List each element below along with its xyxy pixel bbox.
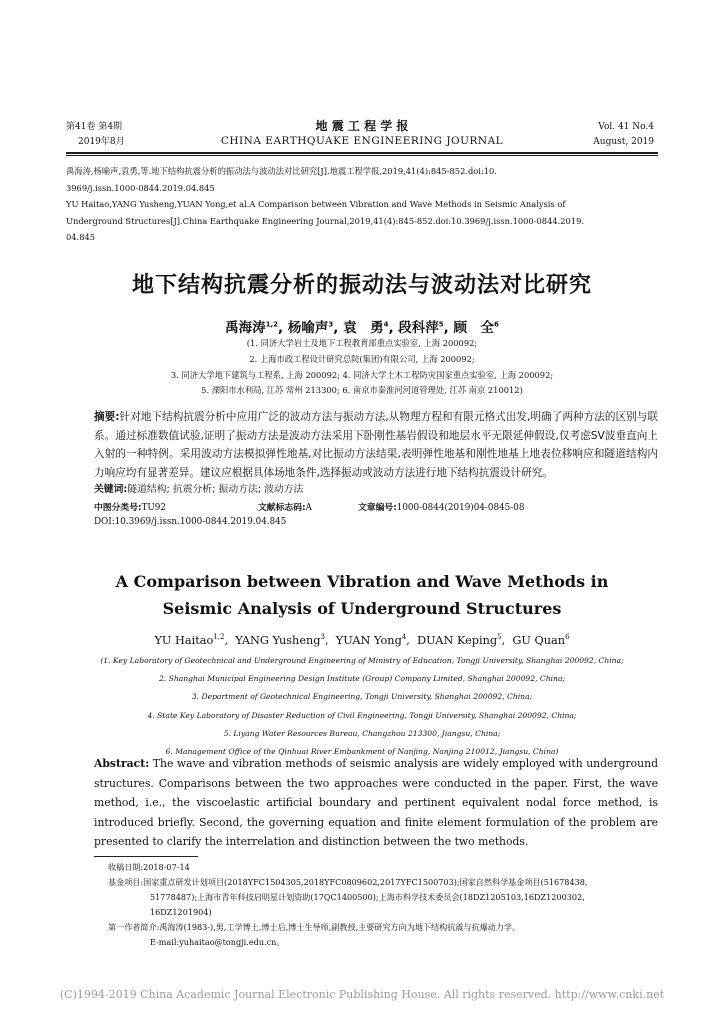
citation-en-line: Underground Structures[J].China Earthquake Engineering Journal,2019,41(4):845-852.doi:10.3969/j.issn.1000-0844.2019.	[66, 215, 585, 226]
first-author-bio: 第一作者简介:禹海涛(1983-),男,工学博士,博士后,博士生导师,副教授,主要研究方向为地下结构抗震与抗爆动力学。	[108, 922, 521, 932]
fund-line: 16DZ1201904)	[150, 907, 212, 917]
author-name: DUAN Keping	[417, 634, 498, 647]
citation-cn-line: 3969/j.issn.1000-0844.2019.04.845	[66, 182, 215, 193]
clc-value: TU92	[141, 503, 166, 513]
fund-line: 51778487);上海市青年科技启明星计划资助(17QC1400500);上海市科学技术委员会(18DZ1205103,16DZ1200302,	[150, 892, 585, 902]
citation-en-line: 04.845	[66, 232, 96, 242]
keywords-cn	[94, 481, 303, 495]
document-code	[258, 500, 312, 513]
abstract-cn-label: 摘要:	[94, 411, 120, 423]
affiliation-line: 2. Shanghai Municipal Engineering Design Institute (Group) Company Limited, Shanghai 200092, China;	[158, 674, 566, 684]
author-affiliation-mark: 1,2	[265, 320, 279, 329]
affiliation-line: 6. Management Office of the Qinhuai River Embankment of Nanjing, Nanjing 210012, Jiangsu, China)	[165, 746, 559, 756]
paper-title-en-line: A Comparison between Vibration and Wave Methods in	[115, 572, 609, 591]
date-cn: 2019年8月	[78, 137, 125, 147]
volume-issue-cn: 第41卷 第4期	[66, 122, 123, 132]
keywords-text: 隧道结构; 抗震分析; 振动方法; 波动方法	[127, 484, 304, 495]
citation-cn-line: 禹海涛,杨喻声,袁勇,等.地下结构抗震分析的振动法与波动法对比研究[J].地震工程学报,2019,41(4):845-852.doi:10.	[66, 166, 497, 176]
author-email: E-mail:yuhaitao@tongji.edu.cn。	[150, 937, 285, 947]
document-code-value: A	[305, 503, 312, 513]
affiliation-line: (1. 同济大学岩土及地下工程教育部重点实验室, 上海 200092;	[246, 338, 478, 348]
abstract-en	[94, 754, 658, 852]
author-affiliation-mark: 6	[565, 633, 570, 642]
author-affiliation-mark: 4	[383, 320, 389, 329]
author-affiliation-mark: 3	[320, 633, 325, 642]
author-affiliation-mark: 5	[438, 320, 444, 329]
header-rule-top	[66, 152, 658, 154]
affiliation-line: 5. Liyang Water Resources Bureau, Changzhou 213300, Jiangsu, China;	[223, 728, 501, 738]
journal-name-cn: 地 震 工 程 学 报	[315, 119, 409, 133]
author-affiliation-mark: 4	[401, 633, 407, 642]
author-name: 顾 全	[453, 320, 495, 336]
affiliations-cn	[0, 336, 724, 399]
author-name: 杨喻声	[287, 320, 329, 336]
clc-label: 中图分类号:	[94, 503, 142, 513]
fund-line: 基金项目:国家重点研发计划项目(2018YFC1504305,2018YFC0809602,2017YFC1500703);国家自然科学基金项目(51678438,	[108, 877, 588, 887]
affiliation-line: 4. State Key Laboratory of Disaster Reduction of Civil Engineering, Tongji University, Shanghai 200092, China;	[147, 710, 577, 720]
date-en: August, 2019	[593, 137, 654, 147]
author-name: GU Quan	[512, 634, 566, 647]
author-name: 禹海涛	[225, 320, 266, 336]
author-affiliation-mark: 1,2	[213, 633, 225, 642]
authors-cn: 禹海涛$^{1,2}$, 杨喻声$^3$, 袁 勇$^4$, 段科萍$^5$, 顾 全$^6$	[225, 320, 499, 336]
paper-title-en-line: Seismic Analysis of Underground Structures	[162, 599, 562, 618]
authors-en: YU Haitao$^{1,2}$, YANG Yusheng$^3$, YUAN Yong$^4$, DUAN Keping$^5$, GU Quan$^6$	[154, 633, 570, 647]
citation-block	[66, 163, 658, 246]
affiliation-line: 3. Department of Geotechnical Engineering, Tongji University, Shanghai 200092, China;	[191, 692, 533, 702]
journal-name-en: CHINA EARTHQUAKE ENGINEERING JOURNAL	[220, 135, 504, 147]
citation-en-line: YU Haitao,YANG Yusheng,YUAN Yong,et al.A Comparison between Vibration and Wave Methods in Seismic Analysis of	[66, 199, 566, 209]
copyright-footer: (C)1994-2019 China Academic Journal Electronic Publishing House. All rights reserved. http://www.cnki.net	[59, 988, 665, 1001]
author-affiliation-mark: 5	[497, 633, 502, 642]
affiliations-en	[0, 652, 724, 761]
affiliation-line: (1. Key Laboratory of Geotechnical and Underground Engineering of Ministry of Education, Tongji University, Shanghai 200092, China;	[100, 656, 624, 665]
article-number	[358, 500, 524, 513]
abstract-en-label: Abstract:	[94, 757, 150, 770]
article-number-value: 1000-0844(2019)04-0845-08	[396, 503, 525, 513]
affiliation-line: 3. 同济大学地下建筑与工程系, 上海 200092; 4. 同济大学土木工程防灾国家重点实验室, 上海 200092;	[170, 369, 554, 380]
author-affiliation-mark: 3	[328, 320, 334, 329]
author-name: YU Haitao	[154, 634, 214, 647]
author-name: 袁 勇	[343, 320, 384, 336]
received-date: 收稿日期:2018-07-14	[108, 862, 190, 872]
doi: DOI:10.3969/j.issn.1000-0844.2019.04.845	[94, 517, 287, 527]
abstract-en-text: The wave and vibration methods of seismic analysis are widely employed with underground structures. Comparisons between the two approaches were conducted in the paper. First, the wave method, i.e., the viscoelastic artificial boundary and pertinent equivalent nodal force method, is introduced briefly. Second, the governing equation and finite element formulation of the problem are presented to clarify the interrelation and distinction between the two methods.	[94, 757, 658, 849]
author-affiliation-mark: 6	[494, 320, 499, 329]
affiliation-line: 5. 溧阳市水利局, 江苏 常州 213300; 6. 南京市秦淮河河道管理处, 江苏 南京 210012)	[201, 385, 523, 396]
affiliation-line: 2. 上海市政工程设计研究总院(集团)有限公司, 上海 200092;	[249, 353, 475, 364]
author-name: YANG Yusheng	[235, 634, 321, 647]
keywords-label: 关键词:	[94, 484, 128, 495]
footnote-rule	[94, 856, 198, 857]
paper-title-en	[0, 568, 724, 622]
volume-issue-en: Vol. 41 No.4	[598, 122, 654, 132]
paper-title-cn: 地下结构抗震分析的振动法与波动法对比研究	[131, 273, 592, 298]
abstract-cn	[94, 408, 658, 482]
article-number-label: 文章编号:	[358, 503, 397, 513]
footnotes	[108, 860, 660, 950]
document-code-label: 文献标志码:	[258, 503, 306, 513]
author-name: YUAN Yong	[335, 634, 402, 647]
clc-number	[94, 500, 166, 513]
author-name: 段科萍	[398, 320, 439, 336]
abstract-cn-text: 针对地下结构抗震分析中应用广泛的波动方法与振动方法,从物理方程和有限元格式出发,明确了两种方法的区别与联系。通过标准数值试验,证明了振动方法是波动方法采用下卧刚性基岩假设和地层水平无限延伸假设,仅考虑SV波垂直向上入射的一种特例。采用波动方法模拟弹性地基,对比振动方法结果,表明弹性地基和刚性地基上地表位移响应和隧道结构内力响应均有显著差异。建议应根据具体场地条件,选择振动或波动方法进行地下结构抗震设计研究。	[94, 411, 658, 479]
header-rule-bottom	[66, 155, 658, 156]
